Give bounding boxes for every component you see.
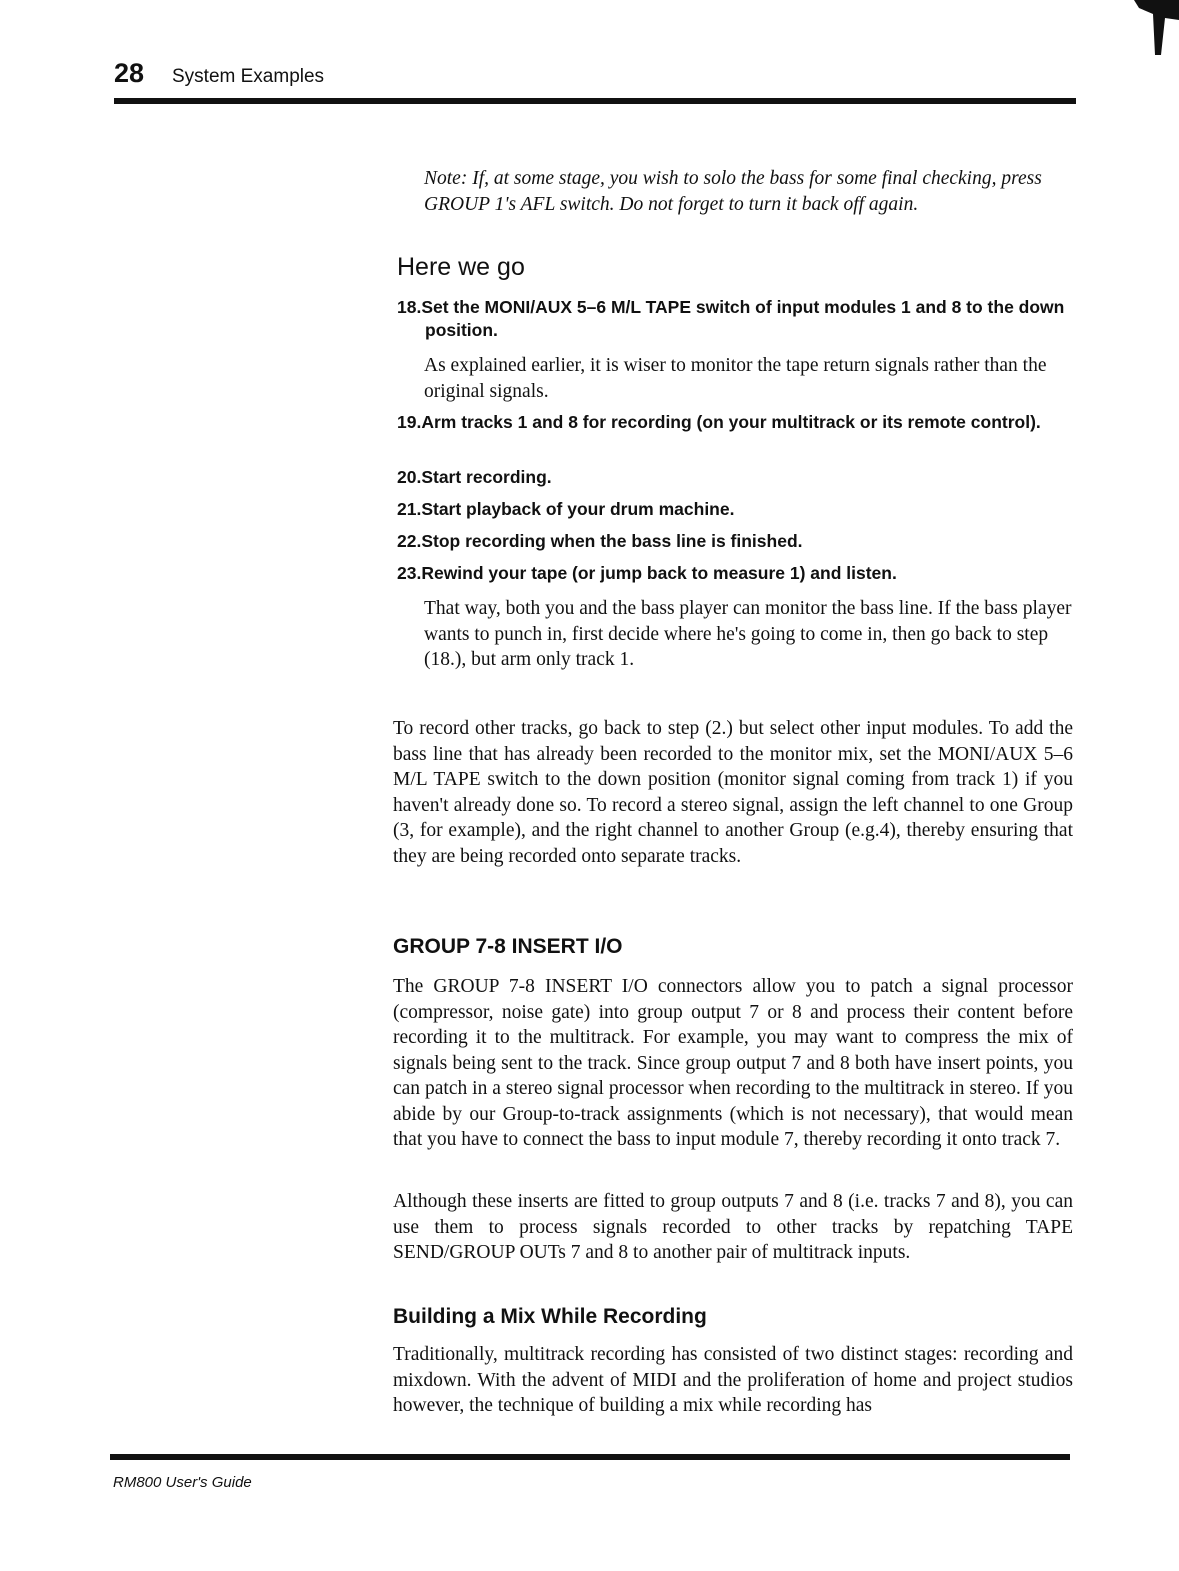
step-23-description: That way, both you and the bass player can monitor the bass line. If the bass player wants to punch in, first decide where he's going to come in, then go back to step (18.), but arm only track 1. [424, 598, 1072, 670]
group-insert-paragraph-2: Although these inserts are fitted to group outputs 7 and 8 (i.e. tracks 7 and 8), you can use them to process signals recorded to other tracks by repatching TAPE SEND/GROUP OUTs 7 and 8 to another pair of multitrack inputs. [393, 1191, 1073, 1263]
step-20: 20.Start recording. [397, 467, 552, 487]
header-rule [114, 98, 1076, 104]
step-23: 23.Rewind your tape (or jump back to measure 1) and listen. [397, 563, 897, 583]
footer-rule [110, 1454, 1070, 1460]
running-title: System Examples [172, 66, 325, 87]
step-21: 21.Start playback of your drum machine. [397, 499, 735, 519]
note-paragraph: Note: If, at some stage, you wish to solo the bass for some final checking, press GROUP 1's AFL switch. Do not forget to turn it back off again. [424, 168, 1042, 215]
scan-artifact-mark [1129, 0, 1179, 55]
page-footer: RM800 User's Guide [113, 1474, 252, 1491]
step-22: 22.Stop recording when the bass line is finished. [397, 531, 803, 551]
heading-building-mix: Building a Mix While Recording [393, 1305, 707, 1328]
step-18: 18.Set the MONI/AUX 5–6 M/L TAPE switch of input modules 1 and 8 to the down position. [397, 297, 1065, 340]
step-18-description: As explained earlier, it is wiser to monitor the tape return signals rather than the original signals. [424, 355, 1047, 402]
page-header [114, 56, 1076, 96]
step-19: 19.Arm tracks 1 and 8 for recording (on your multitrack or its remote control). [397, 412, 1041, 432]
other-tracks-paragraph: To record other tracks, go back to step (2.) but select other input modules. To add the bass line that has already been recorded to the monitor mix, set the MONI/AUX 5–6 M/L TAPE switch to the down position (monitor signal coming from track 1) if you haven't already done so. To record a stereo signal, assign the left channel to one Group (3, for example), and the right channel to another Group (e.g.4), thereby ensuring that they are being recorded onto separate tracks. [393, 718, 1073, 867]
group-insert-paragraph-1: The GROUP 7-8 INSERT I/O connectors allow you to patch a signal processor (compressor, noise gate) into group output 7 or 8 and process their content before recording it to the multitrack. For example, you may want to compress the mix of signals being sent to the track. Since group output 7 and 8 both have insert points, you can patch in a stereo signal processor when recording to the multitrack in stereo. If you abide by our Group-to-track assignments (which is not necessary), that would mean that you have to connect the bass to input module 7, thereby recording it onto track 7. [393, 976, 1073, 1150]
heading-here-we-go: Here we go [397, 253, 525, 281]
heading-group-insert: GROUP 7-8 INSERT I/O [393, 935, 623, 958]
building-mix-paragraph: Traditionally, multitrack recording has consisted of two distinct stages: recording and mixdown. With the advent of MIDI and the proliferation of home and project studios however, the technique of building a mix while recording has [393, 1344, 1073, 1416]
page-number: 28 [114, 58, 145, 88]
